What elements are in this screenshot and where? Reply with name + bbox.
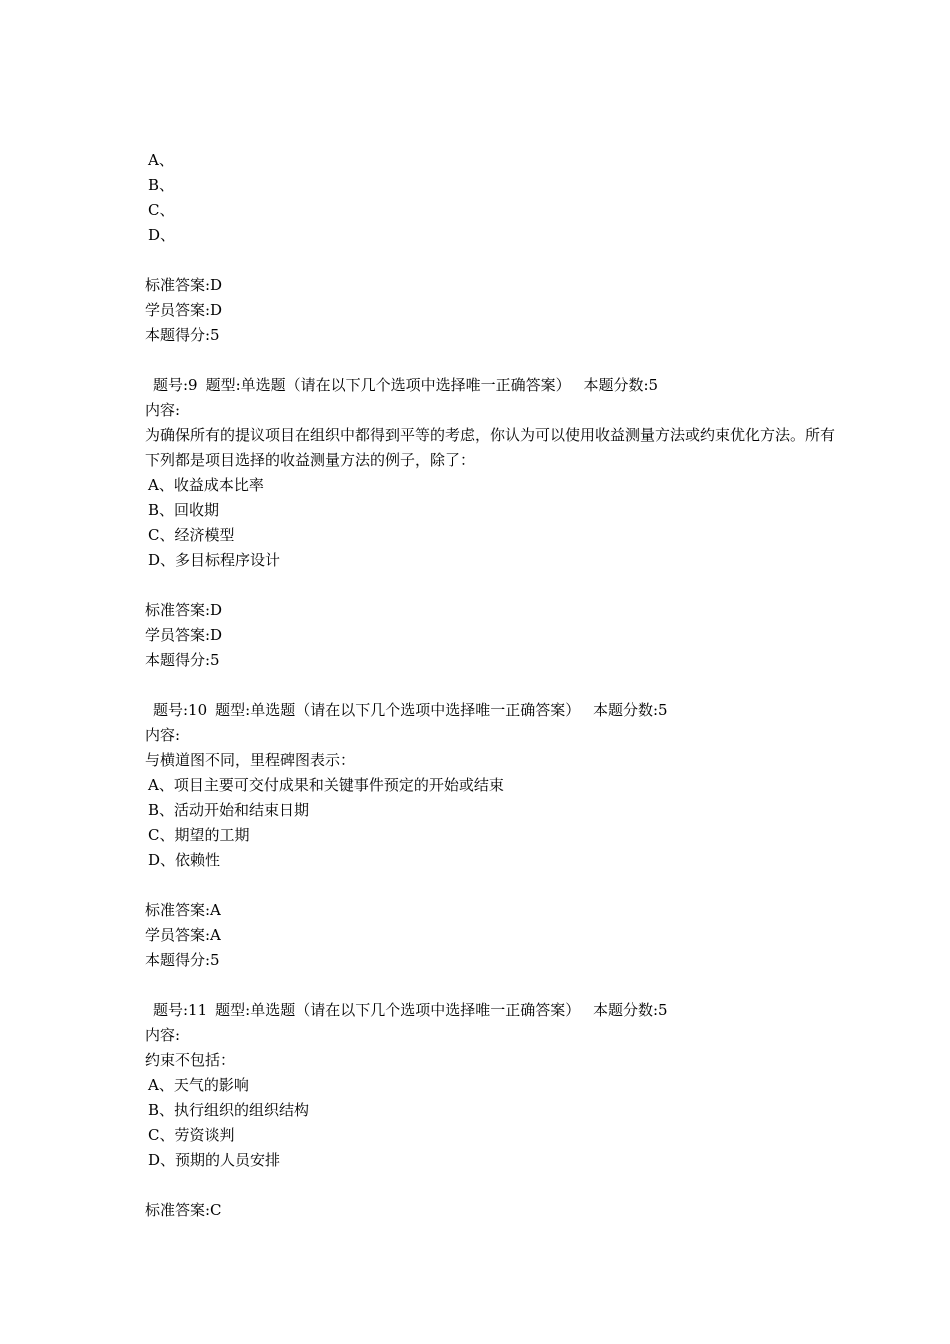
option-b: B、活动开始和结束日期: [148, 801, 310, 819]
standard-answer: 标准答案:A: [145, 901, 221, 919]
content-label: 内容:: [145, 726, 181, 744]
option-b: B、: [148, 176, 175, 194]
option-b: B、执行组织的组织结构: [148, 1101, 310, 1119]
content-label: 内容:: [145, 401, 181, 419]
option-c: C、经济模型: [148, 526, 235, 544]
option-d: D、依赖性: [148, 851, 221, 869]
option-d: D、多目标程序设计: [148, 551, 281, 569]
option-a: A、: [148, 151, 174, 169]
question-type: 题型:单选题（请在以下几个选项中选择唯一正确答案）: [205, 376, 571, 394]
question-block-9: [145, 373, 845, 698]
spacer: [145, 973, 845, 998]
option-d: D、: [148, 226, 176, 244]
spacer: [145, 673, 845, 698]
option-b: B、回收期: [148, 501, 220, 519]
option-a: A、天气的影响: [148, 1076, 249, 1094]
question-content: 为确保所有的提议项目在组织中都得到平等的考虑，你认为可以使用收益测量方法或约束优化方法。所有下列都是项目选择的收益测量方法的例子，除了：: [145, 426, 836, 469]
question-content: 与横道图不同，里程碑图表示：: [145, 751, 356, 769]
student-answer: 学员答案:D: [145, 626, 223, 644]
option-a: A、收益成本比率: [148, 476, 264, 494]
content-label: 内容:: [145, 1026, 181, 1044]
question-type: 题型:单选题（请在以下几个选项中选择唯一正确答案）: [215, 701, 581, 719]
question-block-10: [145, 698, 845, 998]
question-header: [145, 998, 845, 1023]
option-c: C、期望的工期: [148, 826, 250, 844]
standard-answer: 标准答案:D: [145, 276, 223, 294]
document-page: [145, 148, 845, 1223]
spacer: [145, 873, 845, 898]
student-answer: 学员答案:D: [145, 301, 223, 319]
question-block-prev: [145, 148, 845, 373]
question-score: 本题得分:5: [145, 951, 220, 969]
question-content: 约束不包括：: [145, 1051, 236, 1069]
option-c: C、劳资谈判: [148, 1126, 235, 1144]
question-number: 题号:9: [153, 376, 198, 394]
spacer: [145, 1173, 845, 1198]
question-number: 题号:10: [153, 701, 208, 719]
question-score: 本题得分:5: [145, 326, 220, 344]
question-header: [145, 698, 845, 723]
option-d: D、预期的人员安排: [148, 1151, 281, 1169]
standard-answer: 标准答案:C: [145, 1201, 222, 1219]
option-a: A、项目主要可交付成果和关键事件预定的开始或结束: [148, 776, 504, 794]
spacer: [145, 573, 845, 598]
question-points: 本题分数:5: [593, 701, 668, 719]
question-score: 本题得分:5: [145, 651, 220, 669]
question-header: [145, 373, 845, 398]
standard-answer: 标准答案:D: [145, 601, 223, 619]
question-points: 本题分数:5: [583, 376, 659, 394]
question-number: 题号:11: [153, 1001, 208, 1019]
student-answer: 学员答案:A: [145, 926, 221, 944]
option-c: C、: [148, 201, 175, 219]
spacer: [145, 348, 845, 373]
spacer: [145, 248, 845, 273]
question-points: 本题分数:5: [593, 1001, 668, 1019]
question-block-11: [145, 998, 845, 1223]
question-type: 题型:单选题（请在以下几个选项中选择唯一正确答案）: [215, 1001, 581, 1019]
